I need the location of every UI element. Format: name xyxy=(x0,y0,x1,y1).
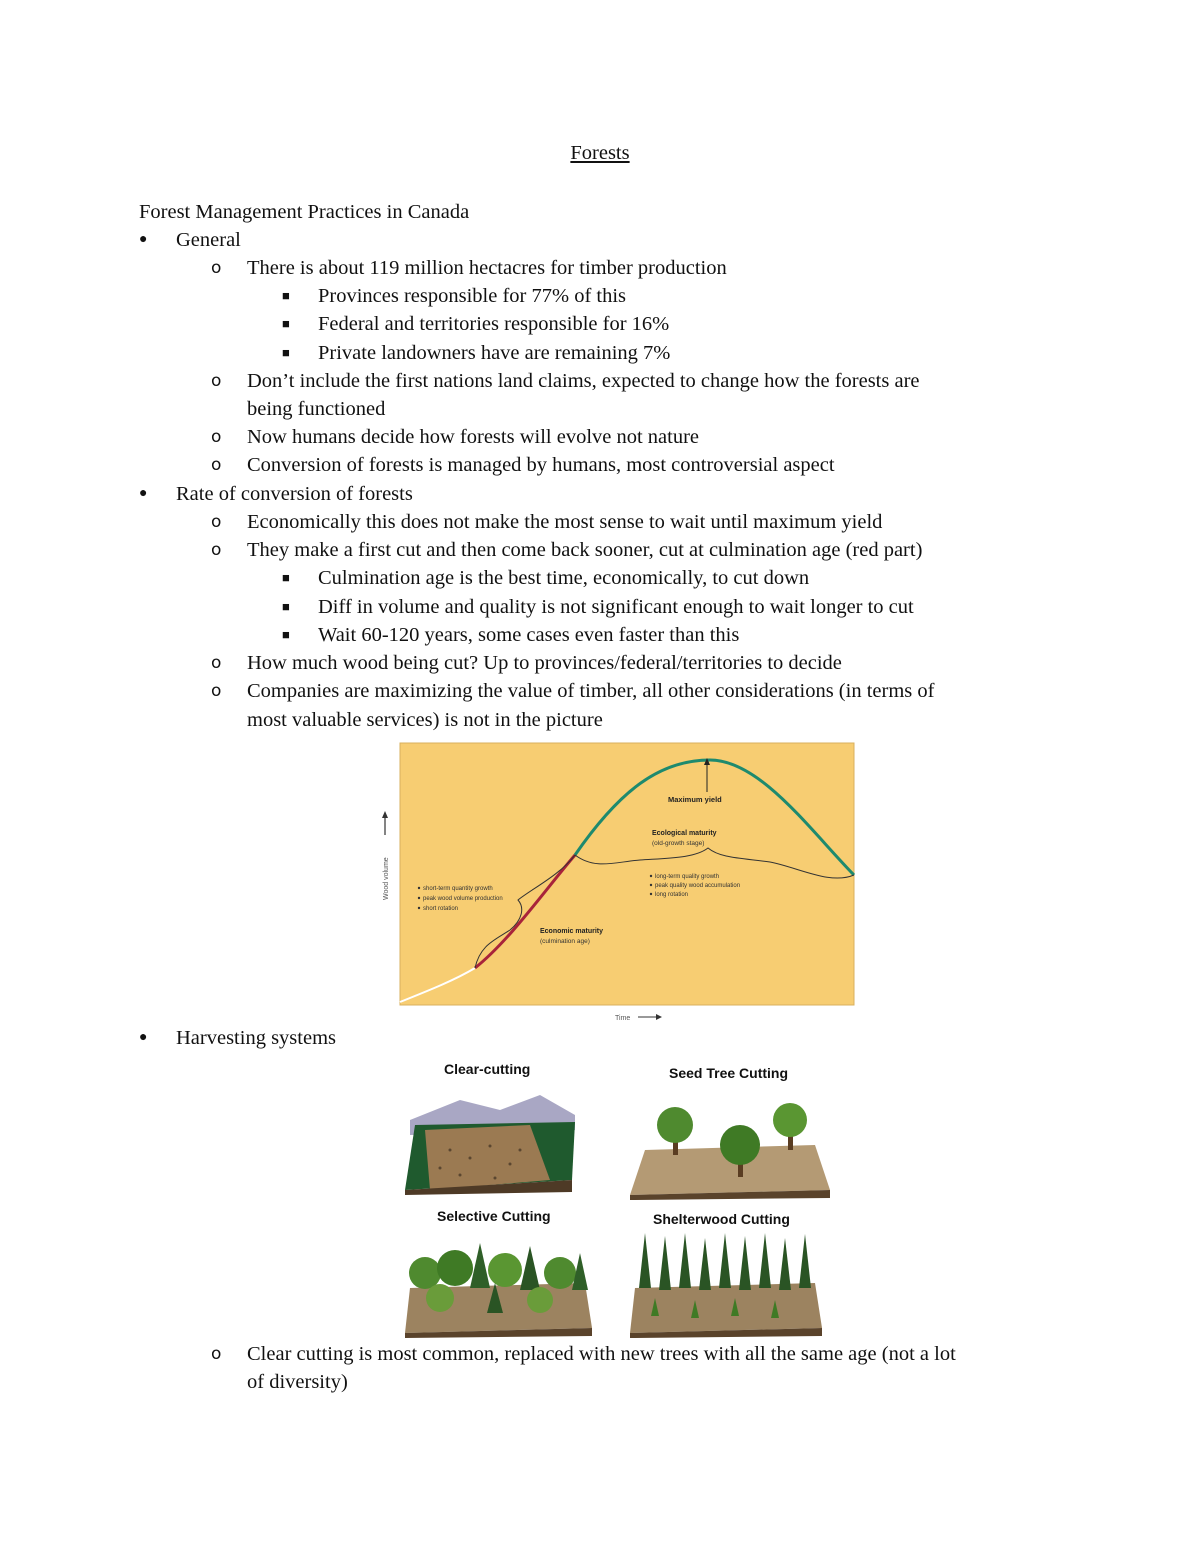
left-bullet-dot xyxy=(418,897,420,899)
eco-maturity-sub: (old-growth stage) xyxy=(652,840,705,847)
shelterwood-illustration xyxy=(625,1228,825,1338)
list-item: They make a first cut and then come back sooner, cut at culmination age (red part) xyxy=(247,539,923,561)
tree-crown xyxy=(720,1125,760,1165)
left-bullet-3: short rotation xyxy=(423,906,459,912)
right-bullet-3: long rotation xyxy=(655,892,689,898)
bullet-circle: o xyxy=(211,681,222,701)
forest-growth-figure xyxy=(370,740,860,1025)
bullet-dot: ● xyxy=(139,486,148,501)
bullet-square: ■ xyxy=(282,345,290,360)
right-bullet-1: long-term quality growth xyxy=(655,874,720,880)
bullet-circle: o xyxy=(211,455,222,475)
y-axis-arrowhead xyxy=(382,811,388,818)
bullet-dot: ● xyxy=(139,232,148,247)
bullet-square: ■ xyxy=(282,570,290,585)
conifer-rows xyxy=(639,1233,811,1290)
econ-maturity-sub: (culmination age) xyxy=(540,938,590,945)
list-item-continued: being functioned xyxy=(247,398,386,420)
bullet-square: ■ xyxy=(282,599,290,614)
eco-maturity-title: Ecological maturity xyxy=(652,830,717,837)
bullet-circle: o xyxy=(211,653,222,673)
clear-cutting-label: Clear-cutting xyxy=(444,1061,531,1077)
section-heading: Forest Management Practices in Canada xyxy=(139,201,470,223)
left-bullet-dot xyxy=(418,907,420,909)
right-bullet-dot xyxy=(650,875,652,877)
max-yield-label: Maximum yield xyxy=(668,795,722,804)
general-label: General xyxy=(176,229,241,251)
figure-background xyxy=(400,743,854,1005)
ground xyxy=(630,1283,822,1333)
list-item: Companies are maximizing the value of timber, all other considerations (in terms of xyxy=(247,680,935,702)
rate-label: Rate of conversion of forests xyxy=(176,483,413,505)
y-axis-label: Wood volume xyxy=(383,857,390,900)
list-item: Conversion of forests is managed by humans, most controversial aspect xyxy=(247,454,835,476)
selective-cutting-illustration xyxy=(400,1228,595,1338)
list-item: Don’t include the first nations land claims, expected to change how the forests are xyxy=(247,370,920,392)
bullet-dot: ● xyxy=(139,1030,148,1045)
bullet-square: ■ xyxy=(282,627,290,642)
left-bullet-2: peak wood volume production xyxy=(423,896,503,902)
econ-maturity-title: Economic maturity xyxy=(540,928,604,935)
bullet-circle: o xyxy=(211,540,222,560)
list-item: How much wood being cut? Up to provinces/federal/territories to decide xyxy=(247,652,842,674)
list-item-continued: of diversity) xyxy=(247,1371,348,1393)
page-title: Forests xyxy=(570,142,630,164)
list-item: Provinces responsible for 77% of this xyxy=(318,285,627,307)
seed-tree-label: Seed Tree Cutting xyxy=(669,1065,789,1081)
right-bullet-2: peak quality wood accumulation xyxy=(655,883,741,889)
left-bullet-dot xyxy=(418,887,420,889)
bullet-square: ■ xyxy=(282,316,290,331)
tree-crown xyxy=(657,1107,693,1143)
tree-crown xyxy=(773,1103,807,1137)
bullet-circle: o xyxy=(211,1344,222,1364)
list-item-continued: most valuable services) is not in the picture xyxy=(247,709,603,731)
harvesting-label: Harvesting systems xyxy=(176,1027,336,1049)
list-item: Diff in volume and quality is not significant enough to wait longer to cut xyxy=(318,596,914,618)
cleared-ground xyxy=(425,1125,550,1190)
list-item: Culmination age is the best time, economically, to cut down xyxy=(318,567,810,589)
list-item: Economically this does not make the most sense to wait until maximum yield xyxy=(247,511,883,533)
x-axis-label: Time xyxy=(615,1015,631,1022)
list-item: Now humans decide how forests will evolve not nature xyxy=(247,426,700,448)
list-item: There is about 119 million hectacres for timber production xyxy=(247,257,727,279)
list-item: Wait 60-120 years, some cases even faster than this xyxy=(318,624,740,646)
bullet-circle: o xyxy=(211,258,222,278)
right-bullet-dot xyxy=(650,893,652,895)
bullet-circle: o xyxy=(211,512,222,532)
right-bullet-dot xyxy=(650,884,652,886)
seed-tree-illustration xyxy=(625,1090,835,1200)
bullet-circle: o xyxy=(211,427,222,447)
list-item: Federal and territories responsible for 16% xyxy=(318,313,670,335)
bullet-circle: o xyxy=(211,371,222,391)
bullet-square: ■ xyxy=(282,288,290,303)
shelterwood-label: Shelterwood Cutting xyxy=(653,1211,790,1227)
left-bullet-1: short-term quantity growth xyxy=(423,886,493,892)
clear-cutting-illustration xyxy=(400,1080,580,1195)
list-item: Clear cutting is most common, replaced with new trees with all the same age (not a lot xyxy=(247,1343,956,1365)
x-axis-arrowhead xyxy=(656,1014,662,1020)
list-item: Private landowners have are remaining 7% xyxy=(318,342,671,364)
selective-cutting-label: Selective Cutting xyxy=(437,1208,551,1224)
